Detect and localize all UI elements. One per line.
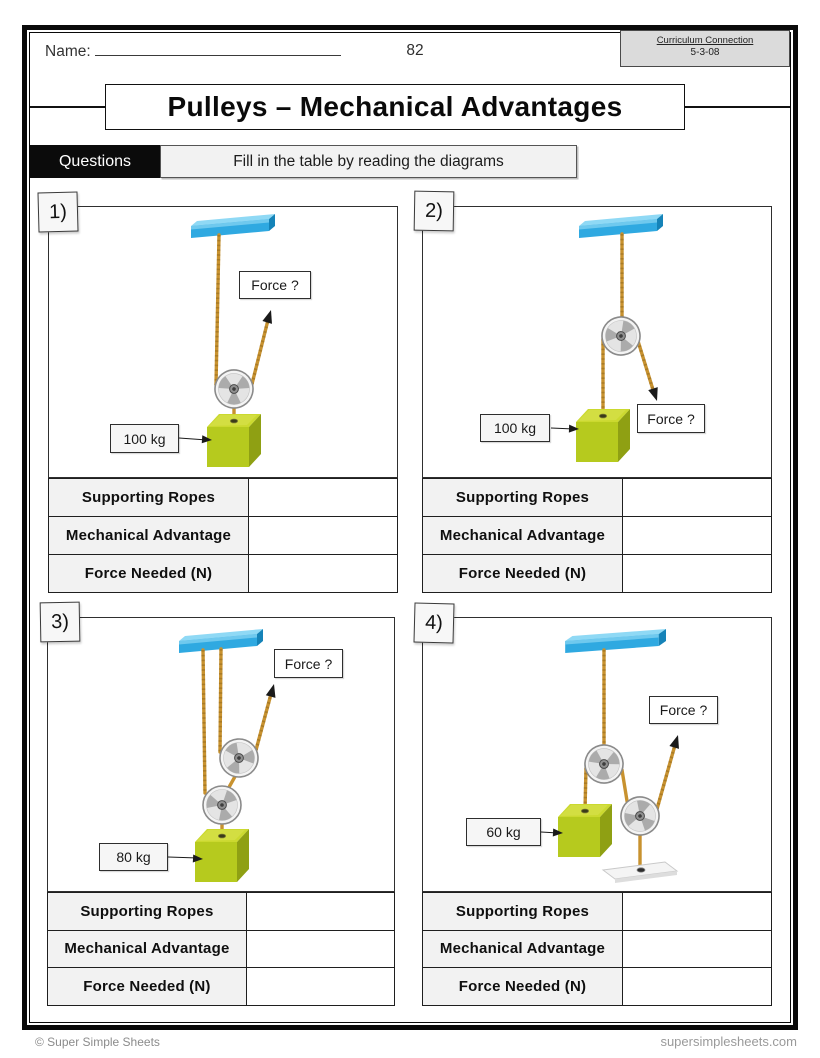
row-label: Force Needed (N) xyxy=(423,968,623,1006)
row-label: Mechanical Advantage xyxy=(48,930,247,968)
page-number: 82 xyxy=(406,42,424,59)
answer-table-4 xyxy=(422,892,772,1006)
force-label-4: Force ? xyxy=(649,696,718,724)
panel-number-2: 2) xyxy=(414,191,455,232)
copyright-text: © Super Simple Sheets xyxy=(35,1035,160,1049)
answer-cell[interactable] xyxy=(248,517,397,555)
force-label-2: Force ? xyxy=(637,404,705,433)
rope-ceiling xyxy=(216,235,219,385)
pulley-diagram-4 xyxy=(422,611,772,892)
page-title: Pulleys – Mechanical Advantages xyxy=(105,84,685,130)
panel-number-3: 3) xyxy=(40,602,81,643)
curriculum-connection-title: Curriculum Connection xyxy=(656,35,754,46)
name-row xyxy=(45,42,341,61)
load-box xyxy=(558,804,612,857)
row-label: Supporting Ropes xyxy=(49,479,249,517)
answer-cell[interactable] xyxy=(622,517,771,555)
force-label-3: Force ? xyxy=(274,649,343,678)
pulley-wheel-lower xyxy=(202,786,241,825)
panel-number-1: 1) xyxy=(37,191,78,232)
load-box xyxy=(576,409,630,462)
answer-cell[interactable] xyxy=(246,893,394,931)
pulley-scene-1 xyxy=(49,207,396,476)
rope-pull xyxy=(638,341,654,393)
answer-cell[interactable] xyxy=(246,930,394,968)
row-label: Mechanical Advantage xyxy=(49,517,249,555)
anchor-hole xyxy=(637,868,645,872)
force-label-1: Force ? xyxy=(239,271,311,299)
pulley-diagram-2 xyxy=(422,199,772,478)
mass-label-3: 80 kg xyxy=(99,843,168,871)
answer-cell[interactable] xyxy=(246,968,394,1006)
curriculum-connection-box xyxy=(620,30,790,67)
pulley-scene-2 xyxy=(423,207,770,476)
answer-cell[interactable] xyxy=(622,479,771,517)
answer-cell[interactable] xyxy=(248,555,397,593)
answer-table-2 xyxy=(422,478,772,593)
ceiling-beam xyxy=(191,214,275,238)
answer-cell[interactable] xyxy=(622,893,771,931)
ceiling-beam xyxy=(565,629,666,653)
mass-label-1: 100 kg xyxy=(110,424,179,453)
load-box xyxy=(207,414,261,467)
row-label: Mechanical Advantage xyxy=(423,930,623,968)
name-label: Name: xyxy=(45,43,91,60)
mass-label-2: 100 kg xyxy=(480,414,550,442)
row-label: Supporting Ropes xyxy=(423,479,623,517)
name-blank-line[interactable] xyxy=(95,42,341,56)
answer-cell[interactable] xyxy=(622,930,771,968)
answer-cell[interactable] xyxy=(248,479,397,517)
force-arrow-icon xyxy=(262,309,275,324)
pulley-wheel xyxy=(598,314,643,359)
answer-cell[interactable] xyxy=(622,968,771,1006)
questions-instruction: Fill in the table by reading the diagrams xyxy=(160,145,577,178)
pulley-scene-4 xyxy=(423,618,770,890)
row-label: Supporting Ropes xyxy=(423,893,623,931)
row-label: Supporting Ropes xyxy=(48,893,247,931)
website-link[interactable]: supersimplesheets.com xyxy=(660,1034,797,1049)
mass-label-4: 60 kg xyxy=(466,818,541,846)
pulley-diagram-3 xyxy=(47,610,395,892)
row-label: Force Needed (N) xyxy=(48,968,247,1006)
row-label: Mechanical Advantage xyxy=(423,517,623,555)
force-arrow-icon xyxy=(669,734,682,749)
force-arrow-icon xyxy=(266,683,279,698)
row-label: Force Needed (N) xyxy=(423,555,623,593)
answer-table-3 xyxy=(47,892,395,1006)
answer-cell[interactable] xyxy=(622,555,771,593)
panel-number-4: 4) xyxy=(413,602,454,643)
curriculum-connection-code: 5-3-08 xyxy=(690,47,720,58)
pulley-diagram-1 xyxy=(48,200,398,478)
load-box xyxy=(195,829,249,882)
row-label: Force Needed (N) xyxy=(49,555,249,593)
force-arrow-icon xyxy=(648,387,662,402)
answer-table-1 xyxy=(48,478,398,593)
questions-banner: Questions xyxy=(30,145,160,178)
